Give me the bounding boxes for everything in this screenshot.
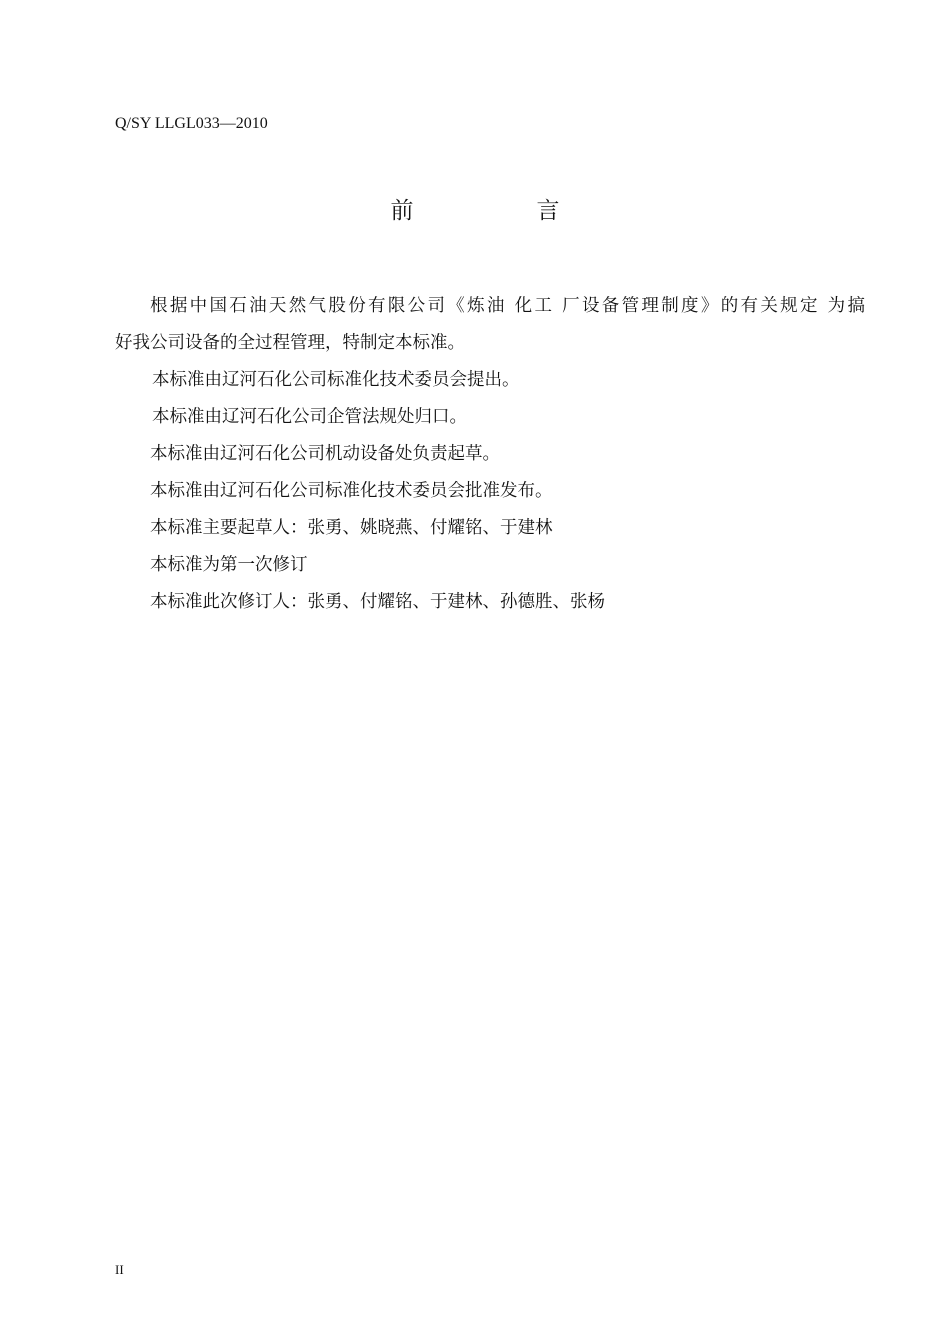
paragraph-revision-note: 本标准为第一次修订 xyxy=(150,555,308,575)
paragraph-drafter-unit: 本标准由辽河石化公司机动设备处负责起草。 xyxy=(150,444,500,464)
paragraph-approver: 本标准由辽河石化公司标准化技术委员会批准发布。 xyxy=(150,481,553,501)
paragraph-revisers: 本标准此次修订人：张勇、付耀铭、于建林、孙德胜、张杨 xyxy=(150,592,605,612)
paragraph-proposer: 本标准由辽河石化公司标准化技术委员会提出。 xyxy=(152,370,520,390)
foreword-body xyxy=(115,288,865,621)
document-code: Q/SY LLGL033—2010 xyxy=(115,115,268,132)
page-title: 前 言 xyxy=(390,198,610,224)
paragraph-main-drafters: 本标准主要起草人：张勇、姚晓燕、付耀铭、于建林 xyxy=(150,518,553,538)
page-number: II xyxy=(115,1262,124,1277)
paragraph-administrator: 本标准由辽河石化公司企管法规处归口。 xyxy=(152,407,467,427)
paragraph-line-1: 根据中国石油天然气股份有限公司《炼油 化工 厂设备管理制度》的有关规定 为搞 xyxy=(150,296,865,316)
paragraph-line-2: 好我公司设备的全过程管理，特制定本标准。 xyxy=(115,333,465,353)
